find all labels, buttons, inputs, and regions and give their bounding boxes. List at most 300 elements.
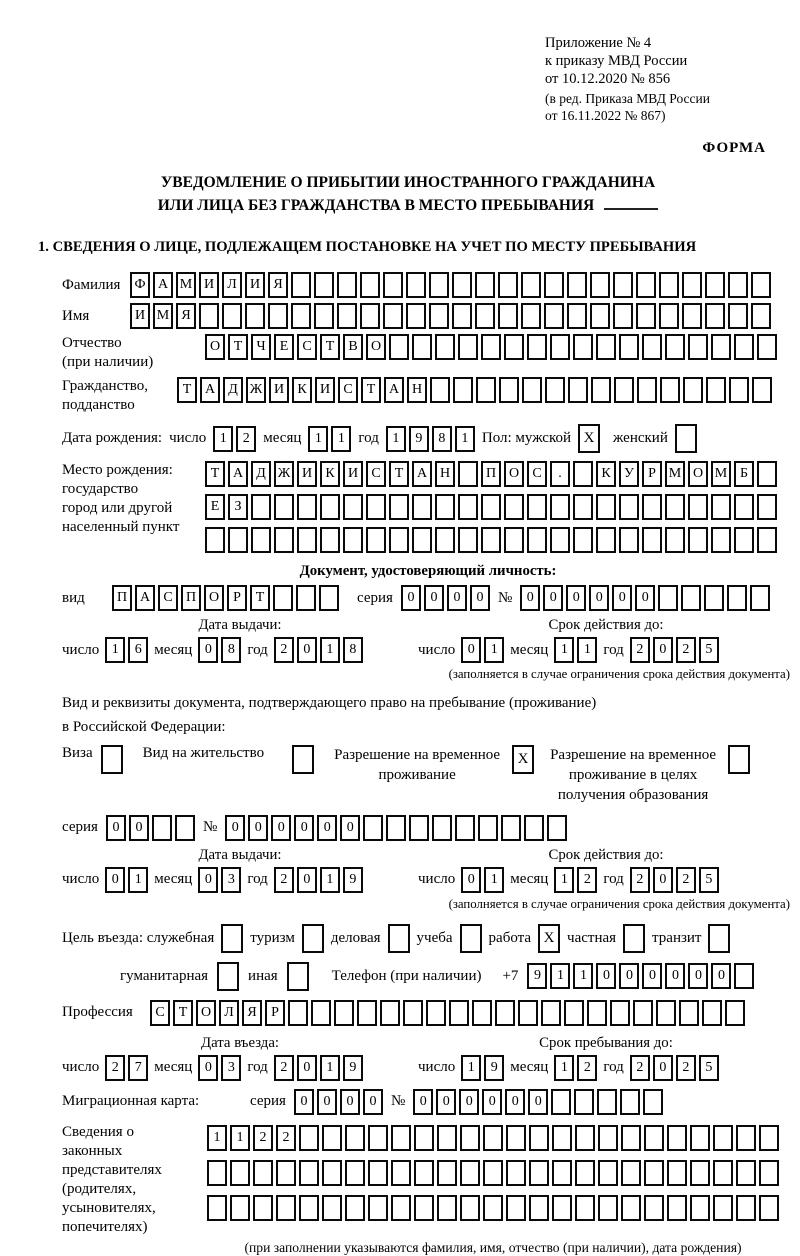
char-cell[interactable] — [380, 1000, 400, 1026]
char-cell[interactable]: И — [343, 461, 363, 487]
char-cell[interactable]: Т — [205, 461, 225, 487]
char-cell[interactable]: Е — [274, 334, 294, 360]
char-cell[interactable] — [613, 272, 633, 298]
char-cell[interactable] — [245, 303, 265, 329]
char-cell[interactable]: 1 — [320, 1055, 340, 1081]
char-cell[interactable]: 2 — [577, 867, 597, 893]
char-cell[interactable] — [389, 494, 409, 520]
char-cell[interactable]: М — [711, 461, 731, 487]
char-cell[interactable] — [591, 377, 611, 403]
char-cell[interactable]: А — [200, 377, 220, 403]
char-cell[interactable]: А — [153, 272, 173, 298]
char-cell[interactable] — [391, 1195, 411, 1221]
char-cell[interactable]: Л — [219, 1000, 239, 1026]
char-cell[interactable] — [705, 303, 725, 329]
char-cell[interactable] — [458, 494, 478, 520]
char-cell[interactable] — [435, 334, 455, 360]
char-cell[interactable] — [276, 1160, 296, 1186]
char-cell[interactable] — [690, 1195, 710, 1221]
char-cell[interactable] — [682, 272, 702, 298]
char-cell[interactable]: 0 — [363, 1089, 383, 1115]
char-cell[interactable] — [345, 1125, 365, 1151]
char-cell[interactable] — [636, 303, 656, 329]
char-cell[interactable] — [483, 1125, 503, 1151]
char-cell[interactable] — [590, 272, 610, 298]
char-cell[interactable] — [682, 303, 702, 329]
char-cell[interactable] — [728, 272, 748, 298]
char-cell[interactable]: 0 — [297, 1055, 317, 1081]
char-cell[interactable]: X — [512, 745, 534, 774]
char-cell[interactable]: 0 — [401, 585, 421, 611]
char-cell[interactable]: О — [204, 585, 224, 611]
char-cell[interactable]: С — [527, 461, 547, 487]
char-cell[interactable] — [598, 1160, 618, 1186]
char-cell[interactable] — [683, 377, 703, 403]
char-cell[interactable] — [222, 303, 242, 329]
char-cell[interactable]: 1 — [213, 426, 233, 452]
char-cell[interactable]: П — [112, 585, 132, 611]
char-cell[interactable]: 1 — [128, 867, 148, 893]
char-cell[interactable] — [429, 272, 449, 298]
char-cell[interactable] — [706, 377, 726, 403]
char-cell[interactable]: 1 — [484, 867, 504, 893]
char-cell[interactable]: А — [135, 585, 155, 611]
char-cell[interactable]: И — [315, 377, 335, 403]
char-cell[interactable]: 9 — [343, 1055, 363, 1081]
char-cell[interactable]: 9 — [343, 867, 363, 893]
char-cell[interactable] — [432, 815, 452, 841]
char-cell[interactable] — [366, 494, 386, 520]
char-cell[interactable] — [287, 962, 309, 991]
char-cell[interactable]: 0 — [619, 963, 639, 989]
char-cell[interactable] — [230, 1160, 250, 1186]
char-cell[interactable]: Н — [407, 377, 427, 403]
char-cell[interactable]: У — [619, 461, 639, 487]
char-cell[interactable] — [598, 1125, 618, 1151]
char-cell[interactable] — [619, 334, 639, 360]
char-cell[interactable] — [734, 494, 754, 520]
char-cell[interactable] — [521, 303, 541, 329]
char-cell[interactable]: Ф — [130, 272, 150, 298]
char-cell[interactable]: 0 — [297, 867, 317, 893]
char-cell[interactable]: 1 — [484, 637, 504, 663]
char-cell[interactable]: 8 — [221, 637, 241, 663]
char-cell[interactable] — [345, 1195, 365, 1221]
char-cell[interactable] — [643, 1089, 663, 1115]
char-cell[interactable] — [452, 303, 472, 329]
char-cell[interactable] — [412, 527, 432, 553]
char-cell[interactable] — [253, 1160, 273, 1186]
char-cell[interactable] — [573, 461, 593, 487]
char-cell[interactable] — [504, 494, 524, 520]
char-cell[interactable] — [644, 1160, 664, 1186]
char-cell[interactable] — [228, 527, 248, 553]
char-cell[interactable]: 2 — [274, 867, 294, 893]
char-cell[interactable] — [688, 494, 708, 520]
char-cell[interactable] — [667, 1125, 687, 1151]
char-cell[interactable]: О — [504, 461, 524, 487]
char-cell[interactable]: М — [176, 272, 196, 298]
char-cell[interactable] — [729, 377, 749, 403]
char-cell[interactable] — [688, 527, 708, 553]
char-cell[interactable] — [319, 585, 339, 611]
char-cell[interactable]: 2 — [236, 426, 256, 452]
char-cell[interactable] — [435, 527, 455, 553]
char-cell[interactable] — [619, 494, 639, 520]
char-cell[interactable] — [437, 1125, 457, 1151]
char-cell[interactable] — [221, 924, 243, 953]
char-cell[interactable] — [621, 1195, 641, 1221]
char-cell[interactable]: 1 — [230, 1125, 250, 1151]
char-cell[interactable] — [478, 815, 498, 841]
char-cell[interactable] — [736, 1125, 756, 1151]
char-cell[interactable] — [660, 377, 680, 403]
char-cell[interactable]: 0 — [413, 1089, 433, 1115]
char-cell[interactable]: И — [297, 461, 317, 487]
char-cell[interactable]: Т — [320, 334, 340, 360]
char-cell[interactable]: И — [130, 303, 150, 329]
char-cell[interactable]: 1 — [554, 1055, 574, 1081]
char-cell[interactable] — [481, 334, 501, 360]
char-cell[interactable] — [368, 1160, 388, 1186]
char-cell[interactable] — [636, 272, 656, 298]
char-cell[interactable] — [550, 527, 570, 553]
char-cell[interactable]: 0 — [505, 1089, 525, 1115]
char-cell[interactable]: 0 — [447, 585, 467, 611]
char-cell[interactable]: 0 — [436, 1089, 456, 1115]
char-cell[interactable]: Р — [642, 461, 662, 487]
char-cell[interactable] — [366, 527, 386, 553]
char-cell[interactable] — [550, 494, 570, 520]
char-cell[interactable]: С — [150, 1000, 170, 1026]
char-cell[interactable] — [621, 1160, 641, 1186]
char-cell[interactable] — [412, 334, 432, 360]
char-cell[interactable]: И — [199, 272, 219, 298]
char-cell[interactable] — [429, 303, 449, 329]
char-cell[interactable] — [291, 303, 311, 329]
char-cell[interactable] — [207, 1160, 227, 1186]
char-cell[interactable] — [460, 1195, 480, 1221]
char-cell[interactable]: 0 — [340, 1089, 360, 1115]
char-cell[interactable]: 0 — [340, 815, 360, 841]
char-cell[interactable] — [713, 1125, 733, 1151]
char-cell[interactable]: 0 — [520, 585, 540, 611]
char-cell[interactable] — [551, 1089, 571, 1115]
char-cell[interactable]: 0 — [198, 867, 218, 893]
char-cell[interactable]: Ж — [274, 461, 294, 487]
char-cell[interactable]: 2 — [676, 1055, 696, 1081]
char-cell[interactable]: С — [158, 585, 178, 611]
char-cell[interactable]: Т — [361, 377, 381, 403]
char-cell[interactable] — [575, 1125, 595, 1151]
char-cell[interactable] — [541, 1000, 561, 1026]
char-cell[interactable] — [230, 1195, 250, 1221]
char-cell[interactable] — [458, 334, 478, 360]
char-cell[interactable]: Т — [173, 1000, 193, 1026]
char-cell[interactable]: 0 — [461, 637, 481, 663]
char-cell[interactable]: 9 — [409, 426, 429, 452]
char-cell[interactable] — [409, 815, 429, 841]
char-cell[interactable]: 1 — [105, 637, 125, 663]
char-cell[interactable]: 0 — [653, 1055, 673, 1081]
char-cell[interactable]: 3 — [221, 1055, 241, 1081]
char-cell[interactable] — [552, 1160, 572, 1186]
char-cell[interactable] — [529, 1160, 549, 1186]
char-cell[interactable] — [545, 377, 565, 403]
char-cell[interactable] — [564, 1000, 584, 1026]
char-cell[interactable] — [675, 424, 697, 453]
char-cell[interactable]: Т — [177, 377, 197, 403]
char-cell[interactable] — [175, 815, 195, 841]
char-cell[interactable] — [529, 1125, 549, 1151]
char-cell[interactable] — [217, 962, 239, 991]
char-cell[interactable]: 0 — [642, 963, 662, 989]
char-cell[interactable]: 1 — [386, 426, 406, 452]
char-cell[interactable] — [751, 303, 771, 329]
char-cell[interactable] — [728, 303, 748, 329]
char-cell[interactable] — [389, 334, 409, 360]
char-cell[interactable] — [711, 494, 731, 520]
char-cell[interactable] — [757, 527, 777, 553]
char-cell[interactable] — [544, 272, 564, 298]
char-cell[interactable]: 2 — [630, 637, 650, 663]
char-cell[interactable]: 0 — [105, 867, 125, 893]
char-cell[interactable] — [437, 1160, 457, 1186]
char-cell[interactable] — [527, 334, 547, 360]
char-cell[interactable] — [414, 1125, 434, 1151]
char-cell[interactable]: О — [366, 334, 386, 360]
char-cell[interactable] — [679, 1000, 699, 1026]
char-cell[interactable] — [752, 377, 772, 403]
char-cell[interactable]: 9 — [527, 963, 547, 989]
char-cell[interactable]: 5 — [699, 867, 719, 893]
char-cell[interactable] — [498, 272, 518, 298]
char-cell[interactable]: К — [320, 461, 340, 487]
char-cell[interactable] — [665, 527, 685, 553]
char-cell[interactable] — [345, 1160, 365, 1186]
char-cell[interactable] — [681, 585, 701, 611]
char-cell[interactable] — [527, 527, 547, 553]
char-cell[interactable]: Ж — [246, 377, 266, 403]
char-cell[interactable] — [552, 1195, 572, 1221]
char-cell[interactable] — [472, 1000, 492, 1026]
char-cell[interactable] — [521, 272, 541, 298]
char-cell[interactable]: Д — [223, 377, 243, 403]
char-cell[interactable]: М — [153, 303, 173, 329]
char-cell[interactable]: А — [384, 377, 404, 403]
char-cell[interactable] — [573, 334, 593, 360]
char-cell[interactable]: Я — [176, 303, 196, 329]
char-cell[interactable]: 0 — [688, 963, 708, 989]
char-cell[interactable] — [506, 1160, 526, 1186]
char-cell[interactable] — [567, 303, 587, 329]
char-cell[interactable] — [690, 1160, 710, 1186]
char-cell[interactable]: З — [228, 494, 248, 520]
char-cell[interactable]: 1 — [554, 867, 574, 893]
char-cell[interactable] — [430, 377, 450, 403]
char-cell[interactable]: 2 — [105, 1055, 125, 1081]
char-cell[interactable] — [274, 527, 294, 553]
char-cell[interactable]: 1 — [320, 637, 340, 663]
char-cell[interactable] — [575, 1160, 595, 1186]
char-cell[interactable] — [368, 1195, 388, 1221]
char-cell[interactable]: 7 — [128, 1055, 148, 1081]
char-cell[interactable] — [460, 1125, 480, 1151]
char-cell[interactable] — [449, 1000, 469, 1026]
char-cell[interactable] — [656, 1000, 676, 1026]
char-cell[interactable] — [276, 1195, 296, 1221]
char-cell[interactable]: Я — [268, 272, 288, 298]
char-cell[interactable] — [320, 494, 340, 520]
char-cell[interactable] — [383, 303, 403, 329]
char-cell[interactable] — [750, 585, 770, 611]
char-cell[interactable] — [273, 585, 293, 611]
char-cell[interactable] — [567, 272, 587, 298]
char-cell[interactable] — [728, 745, 750, 774]
char-cell[interactable] — [458, 461, 478, 487]
char-cell[interactable]: С — [366, 461, 386, 487]
char-cell[interactable] — [475, 303, 495, 329]
char-cell[interactable]: 1 — [573, 963, 593, 989]
char-cell[interactable]: 0 — [612, 585, 632, 611]
char-cell[interactable]: 0 — [198, 637, 218, 663]
char-cell[interactable] — [727, 585, 747, 611]
char-cell[interactable] — [667, 1160, 687, 1186]
char-cell[interactable] — [251, 527, 271, 553]
char-cell[interactable] — [642, 334, 662, 360]
char-cell[interactable] — [527, 494, 547, 520]
char-cell[interactable]: Т — [389, 461, 409, 487]
char-cell[interactable] — [504, 334, 524, 360]
char-cell[interactable]: Д — [251, 461, 271, 487]
char-cell[interactable]: 0 — [294, 815, 314, 841]
char-cell[interactable] — [414, 1195, 434, 1221]
char-cell[interactable] — [311, 1000, 331, 1026]
char-cell[interactable] — [659, 303, 679, 329]
char-cell[interactable]: 0 — [596, 963, 616, 989]
char-cell[interactable]: П — [181, 585, 201, 611]
char-cell[interactable] — [757, 461, 777, 487]
char-cell[interactable]: Б — [734, 461, 754, 487]
char-cell[interactable] — [314, 272, 334, 298]
char-cell[interactable]: 0 — [665, 963, 685, 989]
char-cell[interactable] — [274, 494, 294, 520]
char-cell[interactable]: Ч — [251, 334, 271, 360]
char-cell[interactable] — [598, 1195, 618, 1221]
char-cell[interactable] — [426, 1000, 446, 1026]
char-cell[interactable] — [642, 494, 662, 520]
char-cell[interactable]: X — [578, 424, 600, 453]
char-cell[interactable] — [596, 527, 616, 553]
char-cell[interactable] — [386, 815, 406, 841]
char-cell[interactable] — [665, 334, 685, 360]
char-cell[interactable] — [734, 334, 754, 360]
char-cell[interactable] — [702, 1000, 722, 1026]
char-cell[interactable]: 9 — [484, 1055, 504, 1081]
char-cell[interactable] — [552, 1125, 572, 1151]
char-cell[interactable] — [499, 377, 519, 403]
char-cell[interactable]: 0 — [711, 963, 731, 989]
char-cell[interactable]: 2 — [274, 637, 294, 663]
char-cell[interactable] — [452, 272, 472, 298]
char-cell[interactable]: 0 — [294, 1089, 314, 1115]
char-cell[interactable] — [759, 1160, 779, 1186]
char-cell[interactable] — [713, 1160, 733, 1186]
char-cell[interactable]: А — [228, 461, 248, 487]
char-cell[interactable] — [453, 377, 473, 403]
char-cell[interactable]: 0 — [482, 1089, 502, 1115]
char-cell[interactable]: М — [665, 461, 685, 487]
char-cell[interactable]: 0 — [317, 1089, 337, 1115]
char-cell[interactable] — [406, 303, 426, 329]
char-cell[interactable] — [406, 272, 426, 298]
char-cell[interactable]: Я — [242, 1000, 262, 1026]
char-cell[interactable] — [435, 494, 455, 520]
char-cell[interactable]: 2 — [577, 1055, 597, 1081]
char-cell[interactable] — [587, 1000, 607, 1026]
char-cell[interactable] — [299, 1160, 319, 1186]
char-cell[interactable] — [414, 1160, 434, 1186]
char-cell[interactable] — [621, 1125, 641, 1151]
char-cell[interactable]: 2 — [676, 867, 696, 893]
char-cell[interactable]: 2 — [253, 1125, 273, 1151]
char-cell[interactable] — [573, 494, 593, 520]
char-cell[interactable]: 1 — [455, 426, 475, 452]
char-cell[interactable] — [713, 1195, 733, 1221]
char-cell[interactable] — [460, 924, 482, 953]
char-cell[interactable] — [522, 377, 542, 403]
char-cell[interactable] — [403, 1000, 423, 1026]
char-cell[interactable] — [619, 527, 639, 553]
char-cell[interactable] — [757, 494, 777, 520]
char-cell[interactable]: 0 — [461, 867, 481, 893]
char-cell[interactable] — [292, 745, 314, 774]
char-cell[interactable] — [610, 1000, 630, 1026]
char-cell[interactable]: Р — [265, 1000, 285, 1026]
char-cell[interactable] — [483, 1195, 503, 1221]
char-cell[interactable]: К — [596, 461, 616, 487]
char-cell[interactable] — [296, 585, 316, 611]
char-cell[interactable]: Н — [435, 461, 455, 487]
char-cell[interactable]: 0 — [248, 815, 268, 841]
char-cell[interactable] — [613, 303, 633, 329]
char-cell[interactable]: А — [412, 461, 432, 487]
char-cell[interactable] — [334, 1000, 354, 1026]
char-cell[interactable] — [524, 815, 544, 841]
char-cell[interactable]: О — [205, 334, 225, 360]
char-cell[interactable]: 2 — [630, 867, 650, 893]
char-cell[interactable]: 0 — [635, 585, 655, 611]
char-cell[interactable]: 1 — [550, 963, 570, 989]
char-cell[interactable]: 2 — [630, 1055, 650, 1081]
char-cell[interactable] — [322, 1160, 342, 1186]
char-cell[interactable] — [547, 815, 567, 841]
char-cell[interactable] — [205, 527, 225, 553]
char-cell[interactable]: О — [688, 461, 708, 487]
char-cell[interactable]: 1 — [331, 426, 351, 452]
char-cell[interactable] — [596, 494, 616, 520]
char-cell[interactable]: 6 — [128, 637, 148, 663]
char-cell[interactable] — [574, 1089, 594, 1115]
char-cell[interactable]: 8 — [343, 637, 363, 663]
char-cell[interactable] — [573, 527, 593, 553]
char-cell[interactable]: 0 — [528, 1089, 548, 1115]
char-cell[interactable] — [623, 924, 645, 953]
char-cell[interactable] — [322, 1195, 342, 1221]
char-cell[interactable]: 5 — [699, 637, 719, 663]
char-cell[interactable]: 0 — [653, 637, 673, 663]
char-cell[interactable]: 0 — [424, 585, 444, 611]
